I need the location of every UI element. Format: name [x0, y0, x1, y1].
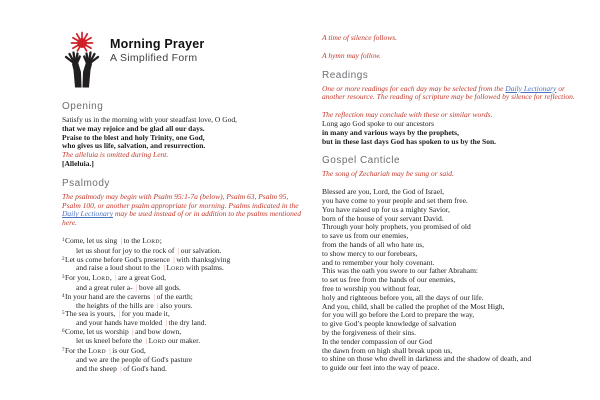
- rubric-line: A time of silence follows.: [322, 33, 398, 42]
- divine-name-smallcaps-part: ORD: [92, 348, 106, 355]
- text-line: let us shout for joy to the rock of | our salvation.: [76, 245, 222, 255]
- chant-bar: |: [177, 245, 180, 255]
- text-line: Through your holy prophets, you promised of old: [322, 222, 471, 232]
- rubric-line: The song of Zechariah may be sung or said.: [322, 169, 454, 179]
- chant-bar: |: [120, 235, 122, 245]
- paragraph: [322, 188, 576, 373]
- section-heading-readings: Readings: [322, 69, 369, 81]
- divine-name-smallcaps-part: ORD: [146, 238, 160, 245]
- text-line: Satisfy us in the morning with your steadfast love, O God,: [62, 115, 237, 124]
- text-line: by the forgiveness of their sins.: [322, 327, 417, 337]
- text-line: and a great ruler a- | bove all gods.: [76, 282, 181, 292]
- text-line: Long ago God spoke to our ancestors: [322, 118, 435, 128]
- text-line: who gives us life, salvation, and resurrection.: [62, 141, 206, 151]
- paragraph: [322, 170, 576, 179]
- chant-bar: |: [145, 335, 148, 345]
- text-line: born of the house of your servant David.: [322, 213, 444, 223]
- chant-bar: |: [153, 291, 156, 301]
- verse-number: 5: [62, 311, 65, 317]
- rubric-line: A hymn may follow.: [322, 50, 381, 60]
- text-line: $^2$Let us come before God's presence | with thanksgiving: [62, 254, 231, 264]
- page-title: Morning Prayer: [110, 37, 205, 51]
- sun-icon: [72, 33, 93, 51]
- daily-lectionary-link[interactable]: Daily Lectionary: [505, 83, 557, 93]
- text-line: to shine on those who dwell in darkness and the shadow of death, and: [322, 354, 532, 364]
- text-line: you have come to your people and set them free.: [322, 195, 468, 205]
- daily-lectionary-link[interactable]: Daily Lectionary: [62, 209, 114, 219]
- text-line: to give God’s people knowledge of salvation: [322, 319, 457, 329]
- left-column: [62, 30, 304, 380]
- text-line: to show mercy to our forebears,: [322, 248, 418, 258]
- text-line: You have raised up for us a mighty Savior,: [322, 204, 450, 214]
- hands-icon: [66, 53, 98, 88]
- verse-number: 3: [62, 275, 65, 281]
- text-line: the dawn from on high shall break upon us,: [322, 345, 453, 355]
- text-line: holy and righteous before you, all the days of our life.: [322, 292, 484, 302]
- verse-number: 1: [62, 237, 65, 243]
- paragraph: [322, 52, 576, 61]
- rubric-line: The alleluia is omitted during Lent.: [62, 150, 169, 160]
- divine-name-smallcaps-part: ORD: [153, 338, 167, 345]
- text-line: to save us from our enemies,: [322, 231, 409, 241]
- text-line: to set us free from the hands of our enemies,: [322, 275, 456, 285]
- divine-name-smallcaps: LORD: [142, 235, 160, 245]
- text-line: $^6$Come, let us worship | and bow down,: [62, 326, 182, 336]
- paragraph: [62, 116, 304, 169]
- chant-bar: |: [132, 326, 134, 336]
- text-line: and your hands have molded | the dry land.: [76, 318, 207, 328]
- left-column-content: [62, 101, 304, 374]
- right-column: [322, 30, 576, 379]
- chant-bar: |: [163, 263, 166, 273]
- text-line: free to worship you without fear,: [322, 283, 421, 293]
- text-line: $^7$For the LORD | is our God,: [62, 345, 146, 355]
- text-line: let us kneel before the | LORD our maker.: [76, 335, 201, 345]
- text-line: that we may rejoice and be glad all our days.: [62, 123, 205, 133]
- text-line: This was the oath you swore to our father Abraham:: [322, 266, 479, 276]
- text-line: in many and various ways by the prophets,: [322, 127, 459, 137]
- divine-name-smallcaps: LORD: [166, 263, 185, 273]
- chant-bar: |: [120, 364, 122, 374]
- text-line: to guide our feet into the way of peace.: [322, 363, 440, 373]
- paragraph: [322, 111, 576, 146]
- text-line: and the sheep | of God's hand.: [76, 364, 167, 374]
- chant-bar: |: [136, 282, 138, 292]
- title-block: [110, 30, 205, 64]
- document-header: [62, 30, 304, 92]
- text-line: In the tender compassion of our God: [322, 336, 432, 346]
- text-line: $^1$Come, let us sing | to the LORD;: [62, 235, 162, 245]
- paragraph: [62, 237, 304, 374]
- rubric-line: One or more readings for each day may be selected from the Daily Lectionary or another resource. The reading of scripture may be followed by silence for reflection.: [322, 83, 575, 102]
- text-line: and we are the people of God's pasture: [76, 355, 193, 365]
- text-line: and raise a loud shout to the | LORD with psalms.: [76, 263, 224, 273]
- text-line: from the hands of all who hate us,: [322, 239, 425, 249]
- section-heading-psalmody: Psalmody: [62, 177, 110, 189]
- divine-name-smallcaps: LORD: [88, 345, 106, 355]
- paragraph: [322, 85, 576, 103]
- divine-name-smallcaps: LORD: [92, 273, 110, 283]
- verse-number: 4: [62, 293, 65, 299]
- text-line: [Alleluia.]: [62, 158, 94, 168]
- sun-and-hands-logo: [62, 30, 102, 88]
- text-line: $^3$For you, LORD, | are a great God,: [62, 273, 166, 283]
- chant-bar: |: [173, 254, 175, 264]
- text-line: Praise to the blest and holy Trinity, one God,: [62, 132, 205, 142]
- chant-bar: |: [109, 345, 111, 355]
- paragraph: [322, 34, 576, 43]
- section-heading-gospel-canticle: Gospel Canticle: [322, 155, 401, 167]
- chant-bar: |: [118, 309, 121, 319]
- text-line: And you, child, shall be called the prophet of the Most High,: [322, 301, 505, 311]
- paragraph: [62, 193, 304, 228]
- verse-number: 6: [62, 328, 65, 334]
- text-line: Blessed are you, Lord, the God of Israel,: [322, 187, 445, 197]
- verse-number: 7: [62, 347, 65, 353]
- chant-bar: |: [115, 273, 117, 283]
- text-line: and to remember your holy covenant.: [322, 257, 435, 267]
- divine-name-smallcaps: LORD: [148, 335, 167, 345]
- chant-bar: |: [157, 300, 159, 310]
- chant-bar: |: [165, 318, 168, 328]
- rubric-line: The reflection may conclude with these or similar words.: [322, 110, 493, 120]
- text-line: $^5$The sea is yours, | for you made it,: [62, 309, 170, 319]
- divine-name-smallcaps-part: ORD: [96, 276, 110, 283]
- rubric-line: The psalmody may begin with Psalm 95:1-7a (below), Psalm 63, Psalm 95, Psalm 100, or another psalm appropriate for morning. Psalms indicated in the Daily Lectionary may be used instead of or in addition to the psalms mentioned here.: [62, 191, 301, 228]
- section-heading-opening: Opening: [62, 101, 104, 112]
- divine-name-smallcaps-part: ORD: [171, 266, 185, 273]
- text-line: $^4$In your hand are the caverns | of the earth;: [62, 291, 193, 301]
- text-line: but in these last days God has spoken to us by the Son.: [322, 136, 497, 146]
- verse-number: 2: [62, 256, 65, 262]
- text-line: for you will go before the Lord to prepare the way,: [322, 310, 475, 320]
- page-subtitle: A Simplified Form: [110, 52, 198, 64]
- text-line: the heights of the hills are | also yours.: [76, 300, 193, 310]
